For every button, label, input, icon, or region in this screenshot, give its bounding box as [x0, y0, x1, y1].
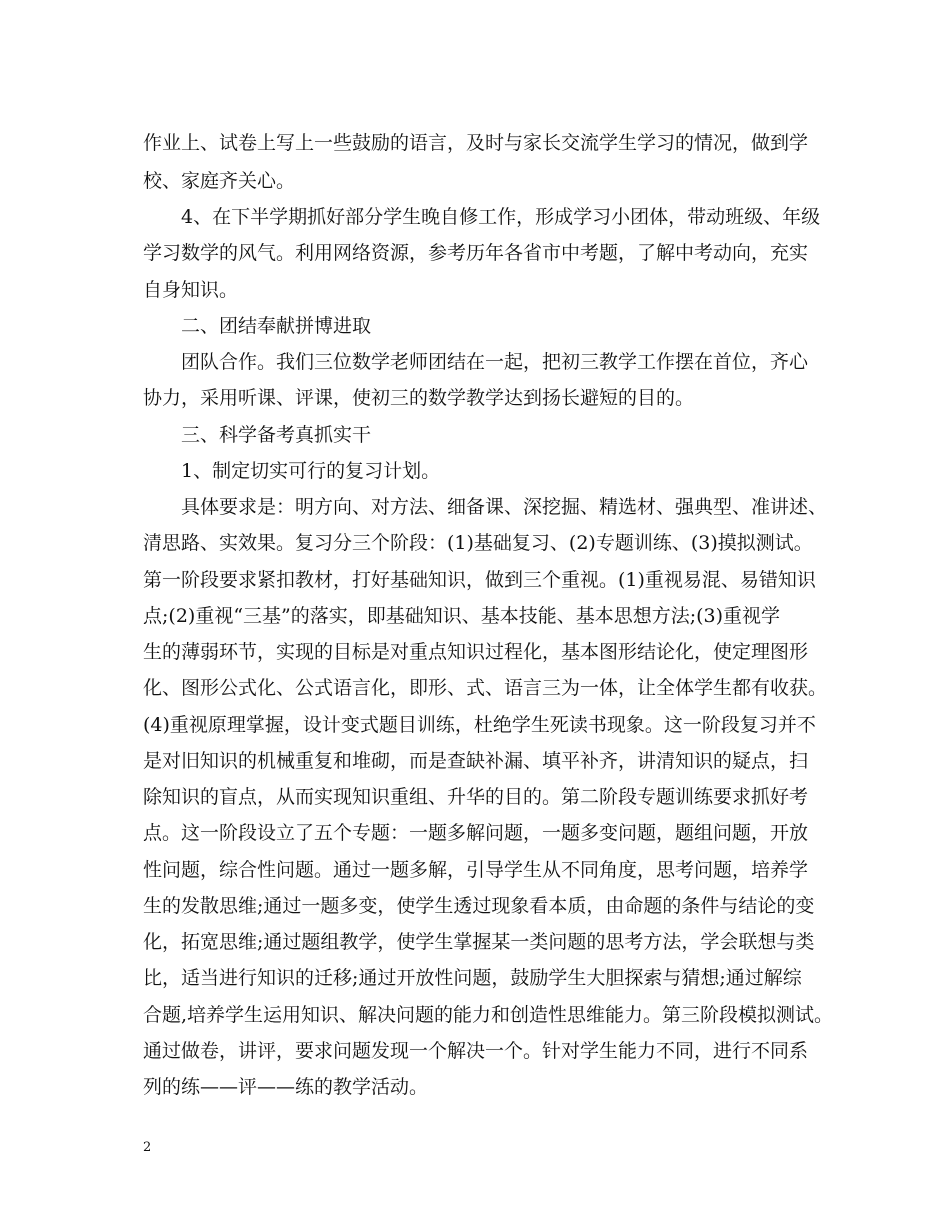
- text-line: 比，适当进行知识的迁移;通过开放性问题，鼓励学生大胆探索与猜想;通过解综: [143, 967, 802, 989]
- text-line: 化，拓宽思维;通过题组教学，使学生掌握某一类问题的思考方法，学会联想与类: [143, 931, 815, 953]
- text-line: 4、在下半学期抓好部分学生晚自修工作，形成学习小团体，带动班级、年级: [143, 206, 821, 228]
- text-line: 生的薄弱环节，实现的目标是对重点知识过程化，基本图形结论化，使定理图形: [143, 641, 809, 663]
- text-line: 清思路、实效果。复习分三个阶段：(1)基础复习、(2)专题训练、(3)摸拟测试。: [143, 532, 813, 554]
- text-line: 校、家庭齐关心。: [143, 170, 296, 192]
- text-line: 具体要求是：明方向、对方法、细备课、深挖掘、精选材、强典型、准讲述、: [143, 496, 828, 518]
- text-line: 生的发散思维;通过一题多变，使学生透过现象看本质，由命题的条件与结论的变: [143, 895, 815, 917]
- text-line: 团队合作。我们三位数学老师团结在一起，把初三教学工作摆在首位，齐心: [143, 351, 809, 373]
- text-line: 除知识的盲点，从而实现知识重组、升华的目的。第二阶段专题训练要求抓好考: [143, 786, 809, 808]
- text-line: 学习数学的风气。利用网络资源，参考历年各省市中考题，了解中考动向，充实: [143, 242, 809, 264]
- text-line: 是对旧知识的机械重复和堆砌，而是查缺补漏、填平补齐，讲清知识的疑点，扫: [143, 750, 809, 772]
- section-heading: 三、科学备考真抓实干: [143, 424, 372, 446]
- page-number: 2: [143, 1140, 152, 1155]
- text-line: 作业上、试卷上写上一些鼓励的语言，及时与家长交流学生学习的情况，做到学: [143, 132, 809, 154]
- text-line: 自身知识。: [143, 279, 239, 301]
- text-line: 列的练——评——练的教学活动。: [143, 1076, 429, 1098]
- text-line: 点。这一阶段设立了五个专题：一题多解问题，一题多变问题，题组问题，开放: [143, 822, 809, 844]
- text-line: 性问题，综合性问题。通过一题多解，引导学生从不同角度，思考问题，培养学: [143, 859, 809, 881]
- text-line: 点;(2)重视“三基”的落实，即基础知识、基本技能、基本思想方法;(3)重视学: [143, 605, 781, 627]
- text-line: 合题,培养学生运用知识、解决问题的能力和创造性思维能力。第三阶段模拟测试。: [143, 1004, 834, 1026]
- text-line: 第一阶段要求紧扣教材，打好基础知识，做到三个重视。(1)重视易混、易错知识: [143, 569, 816, 591]
- text-line: 1、制定切实可行的复习计划。: [143, 460, 441, 482]
- text-line: 协力，采用听课、评课，使初三的数学教学达到扬长避短的目的。: [143, 387, 695, 409]
- text-line: (4)重视原理掌握，设计变式题目训练，杜绝学生死读书现象。这一阶段复习并不: [143, 714, 816, 736]
- text-line: 通过做卷，讲评，要求问题发现一个解决一个。针对学生能力不同，进行不同系: [143, 1040, 809, 1062]
- section-heading: 二、团结奉献拼博进取: [143, 315, 372, 337]
- text-line: 化、图形公式化、公式语言化，即形、式、语言三为一体，让全体学生都有收获。: [143, 677, 828, 699]
